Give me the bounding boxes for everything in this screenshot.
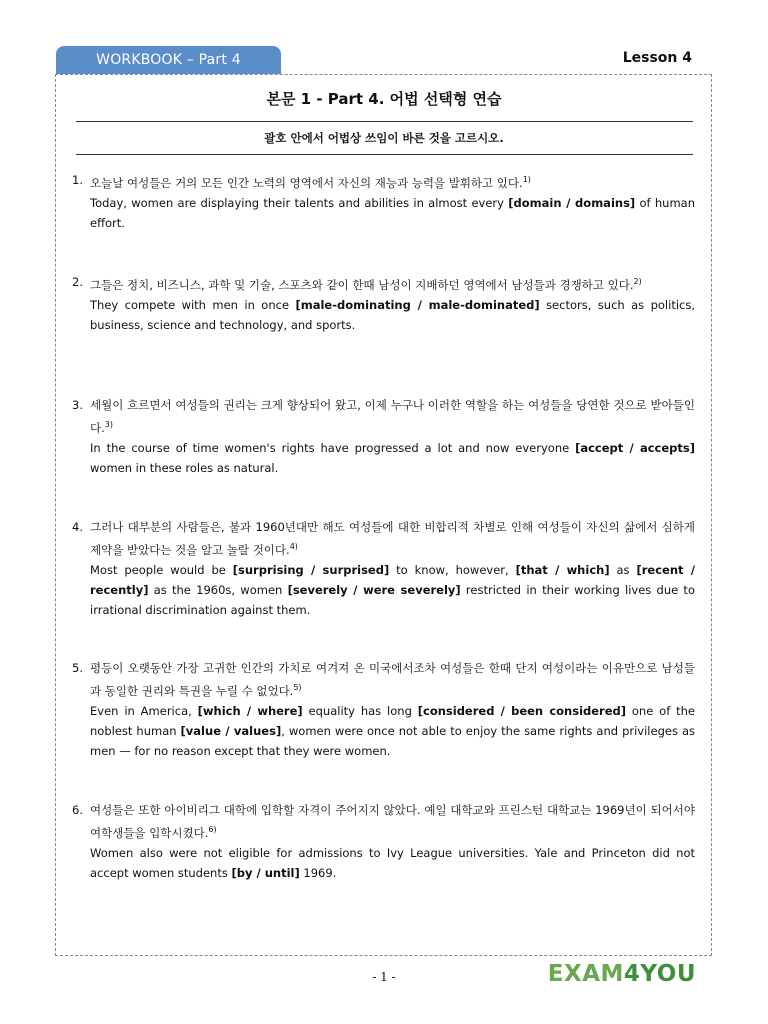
english-segment: to know, however, bbox=[389, 562, 516, 577]
english-segment: Today, women are displaying their talents and abilities in almost every bbox=[90, 195, 509, 210]
korean-sentence: 여성들은 또한 아이비리그 대학에 입학할 자격이 주어지지 않았다. 예일 대학교와 프린스턴 대학교는 1969년이 되어서야 여학생들을 입학시켰다. bbox=[90, 803, 695, 840]
grammar-choice: [male-dominating / male-dominated] bbox=[295, 297, 540, 312]
grammar-choice: [surprising / surprised] bbox=[232, 562, 390, 577]
grammar-choice: [that / which] bbox=[515, 562, 610, 577]
question-item bbox=[72, 272, 695, 335]
question-number: 2. bbox=[72, 275, 83, 289]
question-korean-text bbox=[90, 395, 695, 438]
grammar-choice: [by / until] bbox=[231, 865, 300, 880]
question-korean-text bbox=[90, 658, 695, 701]
question-korean-line bbox=[72, 272, 695, 295]
page-number: - 1 - bbox=[372, 970, 396, 984]
english-segment: Women also were not eligible for admissions to Ivy League universities. Yale and Princeton did not accept women students bbox=[90, 845, 695, 880]
footnote-marker: 1) bbox=[522, 175, 531, 184]
question-number: 6. bbox=[72, 803, 83, 817]
english-segment: They compete with men in once bbox=[90, 297, 296, 312]
brand-logo bbox=[548, 961, 696, 987]
question-number: 3. bbox=[72, 398, 83, 412]
english-segment: as bbox=[609, 562, 637, 577]
english-segment: , women were once not able to enjoy the same rights and privileges as men — for no reason except that they were women. bbox=[90, 723, 695, 758]
english-segment: Even in America, bbox=[90, 703, 198, 718]
question-korean-text bbox=[90, 170, 695, 193]
english-segment: women in these roles as natural. bbox=[90, 460, 279, 475]
instruction-divider bbox=[76, 154, 693, 155]
english-segment: sectors, such as politics, business, science and technology, and sports. bbox=[90, 297, 695, 332]
korean-sentence: 세월이 흐르면서 여성들의 권리는 크게 향상되어 왔고, 이제 누구나 이러한 역할을 하는 여성들을 당연한 것으로 받아들인다. bbox=[90, 398, 695, 435]
question-korean-text bbox=[90, 517, 695, 560]
question-korean-line bbox=[72, 395, 695, 438]
english-segment: equality has long bbox=[302, 703, 418, 718]
footnote-marker: 5) bbox=[293, 683, 302, 692]
korean-sentence: 오늘날 여성들은 거의 모든 인간 노력의 영역에서 자신의 재능과 능력을 발휘하고 있다. bbox=[90, 175, 523, 190]
lesson-label: Lesson 4 bbox=[622, 50, 692, 66]
question-english-text bbox=[90, 295, 695, 335]
footnote-marker: 3) bbox=[104, 420, 113, 429]
english-segment: of human effort. bbox=[90, 195, 695, 230]
question-korean-line bbox=[72, 800, 695, 843]
grammar-choice: [accept / accepts] bbox=[575, 440, 695, 455]
question-korean-line bbox=[72, 517, 695, 560]
logo-part-exam: EXAM bbox=[547, 961, 624, 987]
korean-sentence: 그들은 정치, 비즈니스, 과학 및 기술, 스포츠와 같이 한때 남성이 지배하던 영역에서 남성들과 경쟁하고 있다. bbox=[90, 277, 634, 292]
question-item bbox=[72, 800, 695, 883]
question-item bbox=[72, 517, 695, 620]
question-english-text bbox=[90, 438, 695, 478]
question-english-text bbox=[90, 560, 695, 620]
question-korean-text bbox=[90, 272, 695, 295]
english-segment: Most people would be bbox=[90, 562, 233, 577]
question-item bbox=[72, 395, 695, 478]
workbook-tab: WORKBOOK – Part 4 bbox=[56, 46, 281, 74]
footnote-marker: 2) bbox=[633, 277, 642, 286]
question-korean-line bbox=[72, 658, 695, 701]
grammar-choice: [domain / domains] bbox=[508, 195, 636, 210]
title-divider bbox=[76, 121, 693, 122]
english-segment: restricted in their working lives due to irrational discrimination against them. bbox=[90, 582, 695, 617]
grammar-choice: [value / values] bbox=[180, 723, 282, 738]
english-segment: In the course of time women's rights have progressed a lot and now everyone bbox=[90, 440, 576, 455]
logo-part-4you: 4YOU bbox=[623, 961, 696, 987]
instruction-text: 괄호 안에서 어법상 쓰임이 바른 것을 고르시오. bbox=[264, 131, 504, 145]
question-number: 1. bbox=[72, 173, 83, 187]
english-segment: 1969. bbox=[299, 865, 337, 880]
grammar-choice: [recent / recently] bbox=[90, 562, 695, 597]
question-item bbox=[72, 170, 695, 233]
question-item bbox=[72, 658, 695, 761]
grammar-choice: [severely / were severely] bbox=[287, 582, 461, 597]
question-korean-text bbox=[90, 800, 695, 843]
grammar-choice: [considered / been considered] bbox=[417, 703, 627, 718]
page-title: 본문 1 - Part 4. 어법 선택형 연습 bbox=[266, 90, 502, 108]
question-english-text bbox=[90, 701, 695, 761]
footnote-marker: 4) bbox=[289, 542, 298, 551]
korean-sentence: 그러나 대부분의 사람들은, 불과 1960년대만 해도 여성들에 대한 비합리적 차별로 인해 여성들이 자신의 삶에서 심하게 제약을 받았다는 것을 알고 놀랄 것이다. bbox=[90, 520, 695, 557]
question-number: 5. bbox=[72, 661, 83, 675]
question-english-text bbox=[90, 843, 695, 883]
question-korean-line bbox=[72, 170, 695, 193]
grammar-choice: [which / where] bbox=[197, 703, 303, 718]
english-segment: one of the noblest human bbox=[90, 703, 696, 738]
question-number: 4. bbox=[72, 520, 83, 534]
footnote-marker: 6) bbox=[208, 825, 217, 834]
question-english-text bbox=[90, 193, 695, 233]
korean-sentence: 평등이 오랫동안 가장 고귀한 인간의 가치로 여겨져 온 미국에서조차 여성들은 한때 단지 여성이라는 이유만으로 남성들과 동일한 권리와 특권을 누릴 수 없었다. bbox=[90, 661, 695, 698]
english-segment: as the 1960s, women bbox=[148, 582, 288, 597]
